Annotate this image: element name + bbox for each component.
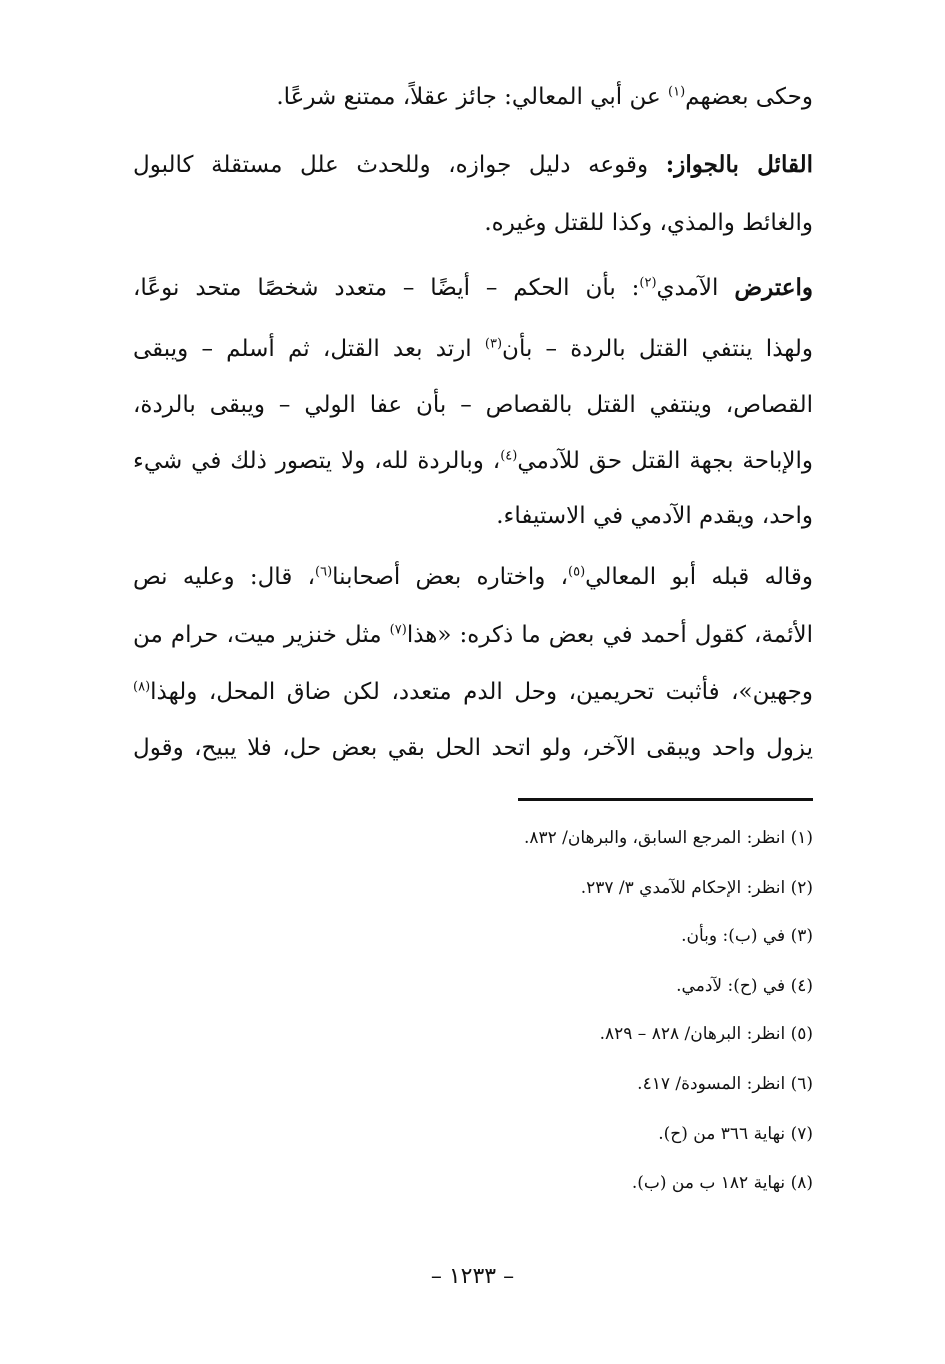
text-span: والإباحة بجهة القتل حق للآدمي [517, 448, 813, 474]
text-span: يزول واحد ويبقى الآخر، ولو اتحد الحل بقي بعض حل، فلا يبيح، وقول [133, 735, 813, 761]
text-span: : بأن الحكم – أيضًا – متعدد شخصًا متحد نوعًا، [133, 275, 640, 301]
text-span: والغائط والمذي، وكذا للقتل وغيره. [484, 210, 813, 236]
text-span: وحكى بعضهم [685, 84, 813, 110]
footnote-ref: (٥) [568, 564, 586, 580]
body-line [133, 728, 813, 768]
text-span: وقوعه دليل جوازه، وللحدث علل مستقلة كالبول [133, 152, 666, 178]
body-line [133, 145, 813, 185]
body-line [133, 672, 813, 712]
footnote: (٥) انظر: البرهان/ ٨٢٨ – ٨٢٩. [599, 1024, 813, 1044]
text-span: الآمدي [656, 275, 735, 301]
body-line [133, 615, 813, 655]
body-line [496, 496, 813, 536]
footnote-ref: (٨) [133, 679, 151, 695]
bold-term: القائل بالجواز: [665, 151, 813, 178]
body-line [276, 77, 813, 117]
footnote: (١) انظر: المرجع السابق، والبرهان/ ٨٣٢. [523, 828, 813, 848]
footnote-ref: (٦) [315, 564, 333, 580]
page-number: – ١٢٣٣ – [430, 1264, 515, 1289]
text-span: القصاص، وينتفي القتل بالقصاص – بأن عفا الولي – ويبقى بالردة، [133, 392, 813, 418]
footnote-ref: (١) [668, 84, 686, 100]
text-span: ، وبالردة لله، ولا يتصور ذلك في شيء [133, 448, 501, 474]
text-span: الأئمة، كقول أحمد في بعض ما ذكره: «هذا [406, 622, 814, 648]
body-line [133, 557, 813, 597]
footnote: (٢) انظر: الإحكام للآمدي ٣/ ٢٣٧. [580, 878, 813, 898]
footnote: (٧) نهاية ٣٦٦ من (ح). [658, 1124, 813, 1144]
body-line [484, 203, 813, 243]
footnote-ref: (٢) [639, 275, 657, 291]
body-line [133, 385, 813, 425]
footnote-ref: (٣) [484, 336, 503, 352]
footnote-ref: (٤) [500, 448, 518, 464]
text-span: ، واختاره بعض أصحابنا [332, 564, 569, 590]
footnote: (٦) انظر: المسودة/ ٤١٧. [637, 1074, 813, 1094]
body-line [133, 329, 813, 369]
text-span: مثل خنزير ميت، حرام من [133, 622, 390, 648]
text-span: واحد، ويقدم الآدمي في الاستيفاء. [496, 503, 813, 529]
footnote: (٣) في (ب): وبأن. [681, 926, 813, 946]
text-span: وجهين»، فأثبت تحريمين، وحل الدم متعدد، لكن ضاق المحل، ولهذا [150, 679, 813, 705]
footnote-separator [518, 798, 813, 801]
body-line [133, 268, 813, 308]
text-span: ولهذا ينتفي القتل بالردة – بأن [502, 336, 813, 362]
text-span: ارتد بعد القتل، ثم أسلم – ويبقى [133, 336, 485, 362]
footnote: (٨) نهاية ١٨٢ ب من (ب). [631, 1173, 813, 1193]
bold-term: واعترض [734, 274, 813, 301]
text-span: عن أبي المعالي: جائز عقلاً، ممتنع شرعًا. [276, 84, 668, 110]
body-line [133, 441, 813, 481]
text-span: وقاله قبله أبو المعالي [585, 564, 813, 590]
text-span: ، قال: وعليه نص [133, 564, 316, 590]
footnote: (٤) في (ح): لآدمي. [676, 976, 813, 996]
footnote-ref: (٧) [389, 622, 407, 638]
